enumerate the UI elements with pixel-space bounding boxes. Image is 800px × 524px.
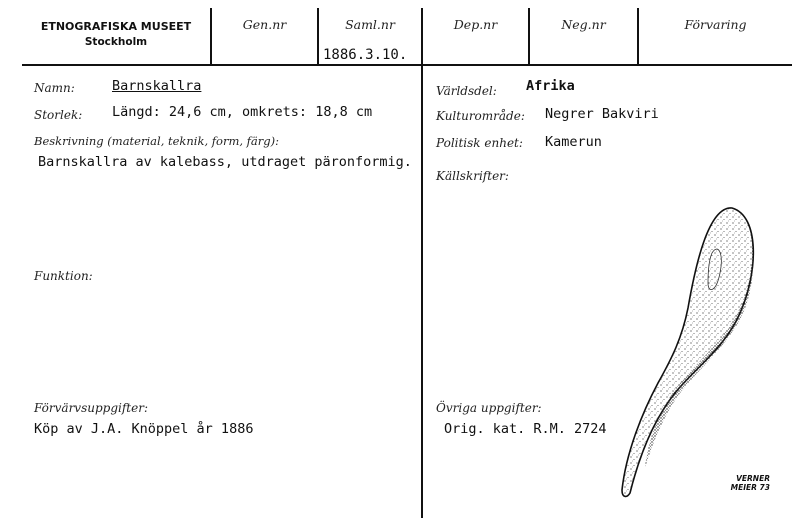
- forvaring-label: Förvaring: [684, 17, 747, 32]
- gen-nr-label: Gen.nr: [242, 17, 287, 32]
- kallskrifter-label: Källskrifter:: [436, 169, 509, 183]
- beskrivning-value: Barnskallra av kalebass, utdraget päronformig.: [38, 154, 412, 170]
- neg-nr-label: Neg.nr: [561, 17, 606, 32]
- forvarv-value: Köp av J.A. Knöppel år 1886: [34, 421, 254, 437]
- beskrivning-label: Beskrivning (material, teknik, form, färg):: [34, 134, 279, 148]
- saml-nr-cell: [319, 8, 421, 64]
- gourd-rattle-drawing: [600, 198, 770, 503]
- politisk-enhet-value: Kamerun: [545, 134, 602, 150]
- header-divider-3: [421, 8, 423, 518]
- storlek-label: Storlek:: [34, 108, 83, 122]
- artist-signature: VERNER MEIER 73: [730, 474, 770, 492]
- storlek-value: Längd: 24,6 cm, omkrets: 18,8 cm: [112, 104, 373, 120]
- namn-label: Namn:: [34, 81, 75, 95]
- funktion-label: Funktion:: [34, 269, 93, 283]
- namn-value: Barnskallra: [112, 78, 202, 94]
- varldsdel-value: Afrika: [526, 78, 575, 94]
- politisk-enhet-label: Politisk enhet:: [436, 136, 523, 150]
- saml-nr-value: 1886.3.10.: [323, 47, 408, 63]
- kulturomrade-label: Kulturområde:: [436, 109, 525, 123]
- kulturomrade-value: Negrer Bakviri: [545, 106, 659, 122]
- forvarv-label: Förvärvsuppgifter:: [34, 401, 148, 415]
- museum-block: [22, 8, 210, 64]
- gourd-outline: [622, 208, 753, 496]
- dep-nr-label: Dep.nr: [453, 17, 498, 32]
- museum-city: Stockholm: [84, 36, 148, 48]
- ovriga-value: Orig. kat. R.M. 2724: [444, 421, 607, 437]
- varldsdel-label: Världsdel:: [436, 84, 497, 98]
- ovriga-label: Övriga uppgifter:: [436, 401, 542, 415]
- museum-name: ETNOGRAFISKA MUSEET: [40, 20, 192, 33]
- saml-nr-label: Saml.nr: [345, 17, 395, 32]
